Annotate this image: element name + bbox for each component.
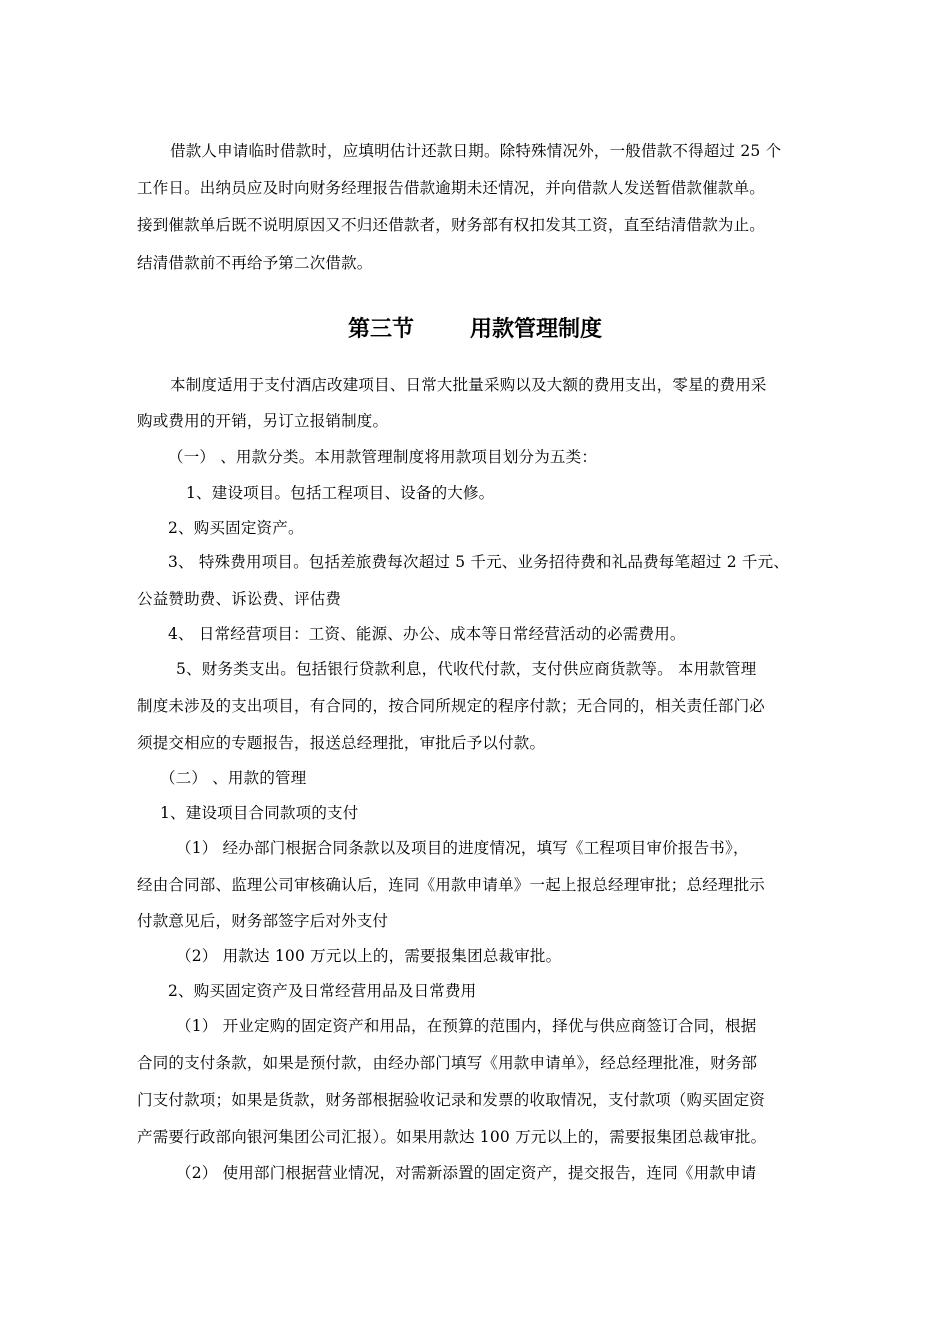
intro-line-1: 借款人申请临时借款时，应填明估计还款日期。除特殊情况外，一般借款不得超过 25 个 bbox=[170, 142, 782, 160]
management-item-2-1-cont-3: 产需要行政部向银河集团公司汇报）。如果用款达 100 万元以上的，需要报集团总裁审批。 bbox=[137, 1128, 767, 1146]
section-number: 第三节 bbox=[347, 317, 414, 342]
category-item-5-cont-2: 须提交相应的专题报告，报送总经理批，审批后予以付款。 bbox=[137, 734, 546, 752]
management-item-2-2: （2） 使用部门根据营业情况，对需新添置的固定资产，提交报告，连同《用款申请 bbox=[176, 1164, 757, 1182]
management-item-2-1: （1） 开业定购的固定资产和用品，在预算的范围内，择优与供应商签订合同，根据 bbox=[176, 1017, 757, 1035]
category-item-5: 5、财务类支出。包括银行贷款利息，代收代付款，支付供应商货款等。 本用款管理 bbox=[176, 660, 757, 678]
category-item-3-cont: 公益赞助费、诉讼费、评估费 bbox=[137, 590, 342, 608]
intro-line-2: 工作日。出纳员应及时向财务经理报告借款逾期未还情况，并向借款人发送暂借款催款单。 bbox=[137, 179, 766, 197]
intro-line-4: 结清借款前不再给予第二次借款。 bbox=[137, 254, 373, 272]
section-heading bbox=[0, 314, 950, 346]
management-item-2-1-cont-1: 合同的支付条款，如果是预付款，由经办部门填写《用款申请单》，经总经理批准，财务部 bbox=[137, 1054, 758, 1072]
intro-line-3: 接到催款单后既不说明原因又不归还借款者，财务部有权扣发其工资，直至结清借款为止。 bbox=[137, 216, 766, 234]
management-item-2-1-cont-2: 门支付款项；如果是货款，财务部根据验收记录和发票的收取情况，支付款项（购买固定资 bbox=[137, 1091, 766, 1109]
body-line-2: 购或费用的开销，另订立报销制度。 bbox=[137, 412, 389, 430]
management-item-2: 2、购买固定资产及日常经营用品及日常费用 bbox=[168, 982, 477, 1000]
category-item-5-cont-1: 制度未涉及的支出项目，有合同的，按合同所规定的程序付款；无合同的，相关责任部门必 bbox=[137, 697, 766, 715]
section-title: 用款管理制度 bbox=[470, 317, 603, 342]
management-item-1-2: （2） 用款达 100 万元以上的，需要报集团总裁审批。 bbox=[176, 947, 562, 965]
category-item-1: 1、建设项目。包括工程项目、设备的大修。 bbox=[186, 484, 495, 502]
category-item-4: 4、 日常经营项目：工资、能源、办公、成本等日常经营活动的必需费用。 bbox=[168, 625, 686, 643]
body-line-1: 本制度适用于支付酒店改建项目、日常大批量采购以及大额的费用支出，零星的费用采 bbox=[170, 376, 767, 394]
category-heading: （一） 、用款分类。本用款管理制度将用款项目划分为五类： bbox=[168, 448, 598, 466]
category-item-3: 3、 特殊费用项目。包括差旅费每次超过 5 千元、业务招待费和礼品费每笔超过 2 千元、 bbox=[168, 553, 790, 571]
management-item-1: 1、建设项目合同款项的支付 bbox=[160, 804, 359, 822]
management-item-1-1-cont-1: 经由合同部、监理公司审核确认后，连同《用款申请单》一起上报总经理审批；总经理批示 bbox=[137, 876, 766, 894]
management-item-1-1: （1） 经办部门根据合同条款以及项目的进度情况，填写《工程项目审价报告书》， bbox=[176, 839, 749, 857]
category-item-2: 2、购买固定资产。 bbox=[168, 519, 304, 537]
management-item-1-1-cont-2: 付款意见后，财务部签字后对外支付 bbox=[137, 912, 389, 930]
management-heading: （二） 、用款的管理 bbox=[160, 769, 307, 787]
